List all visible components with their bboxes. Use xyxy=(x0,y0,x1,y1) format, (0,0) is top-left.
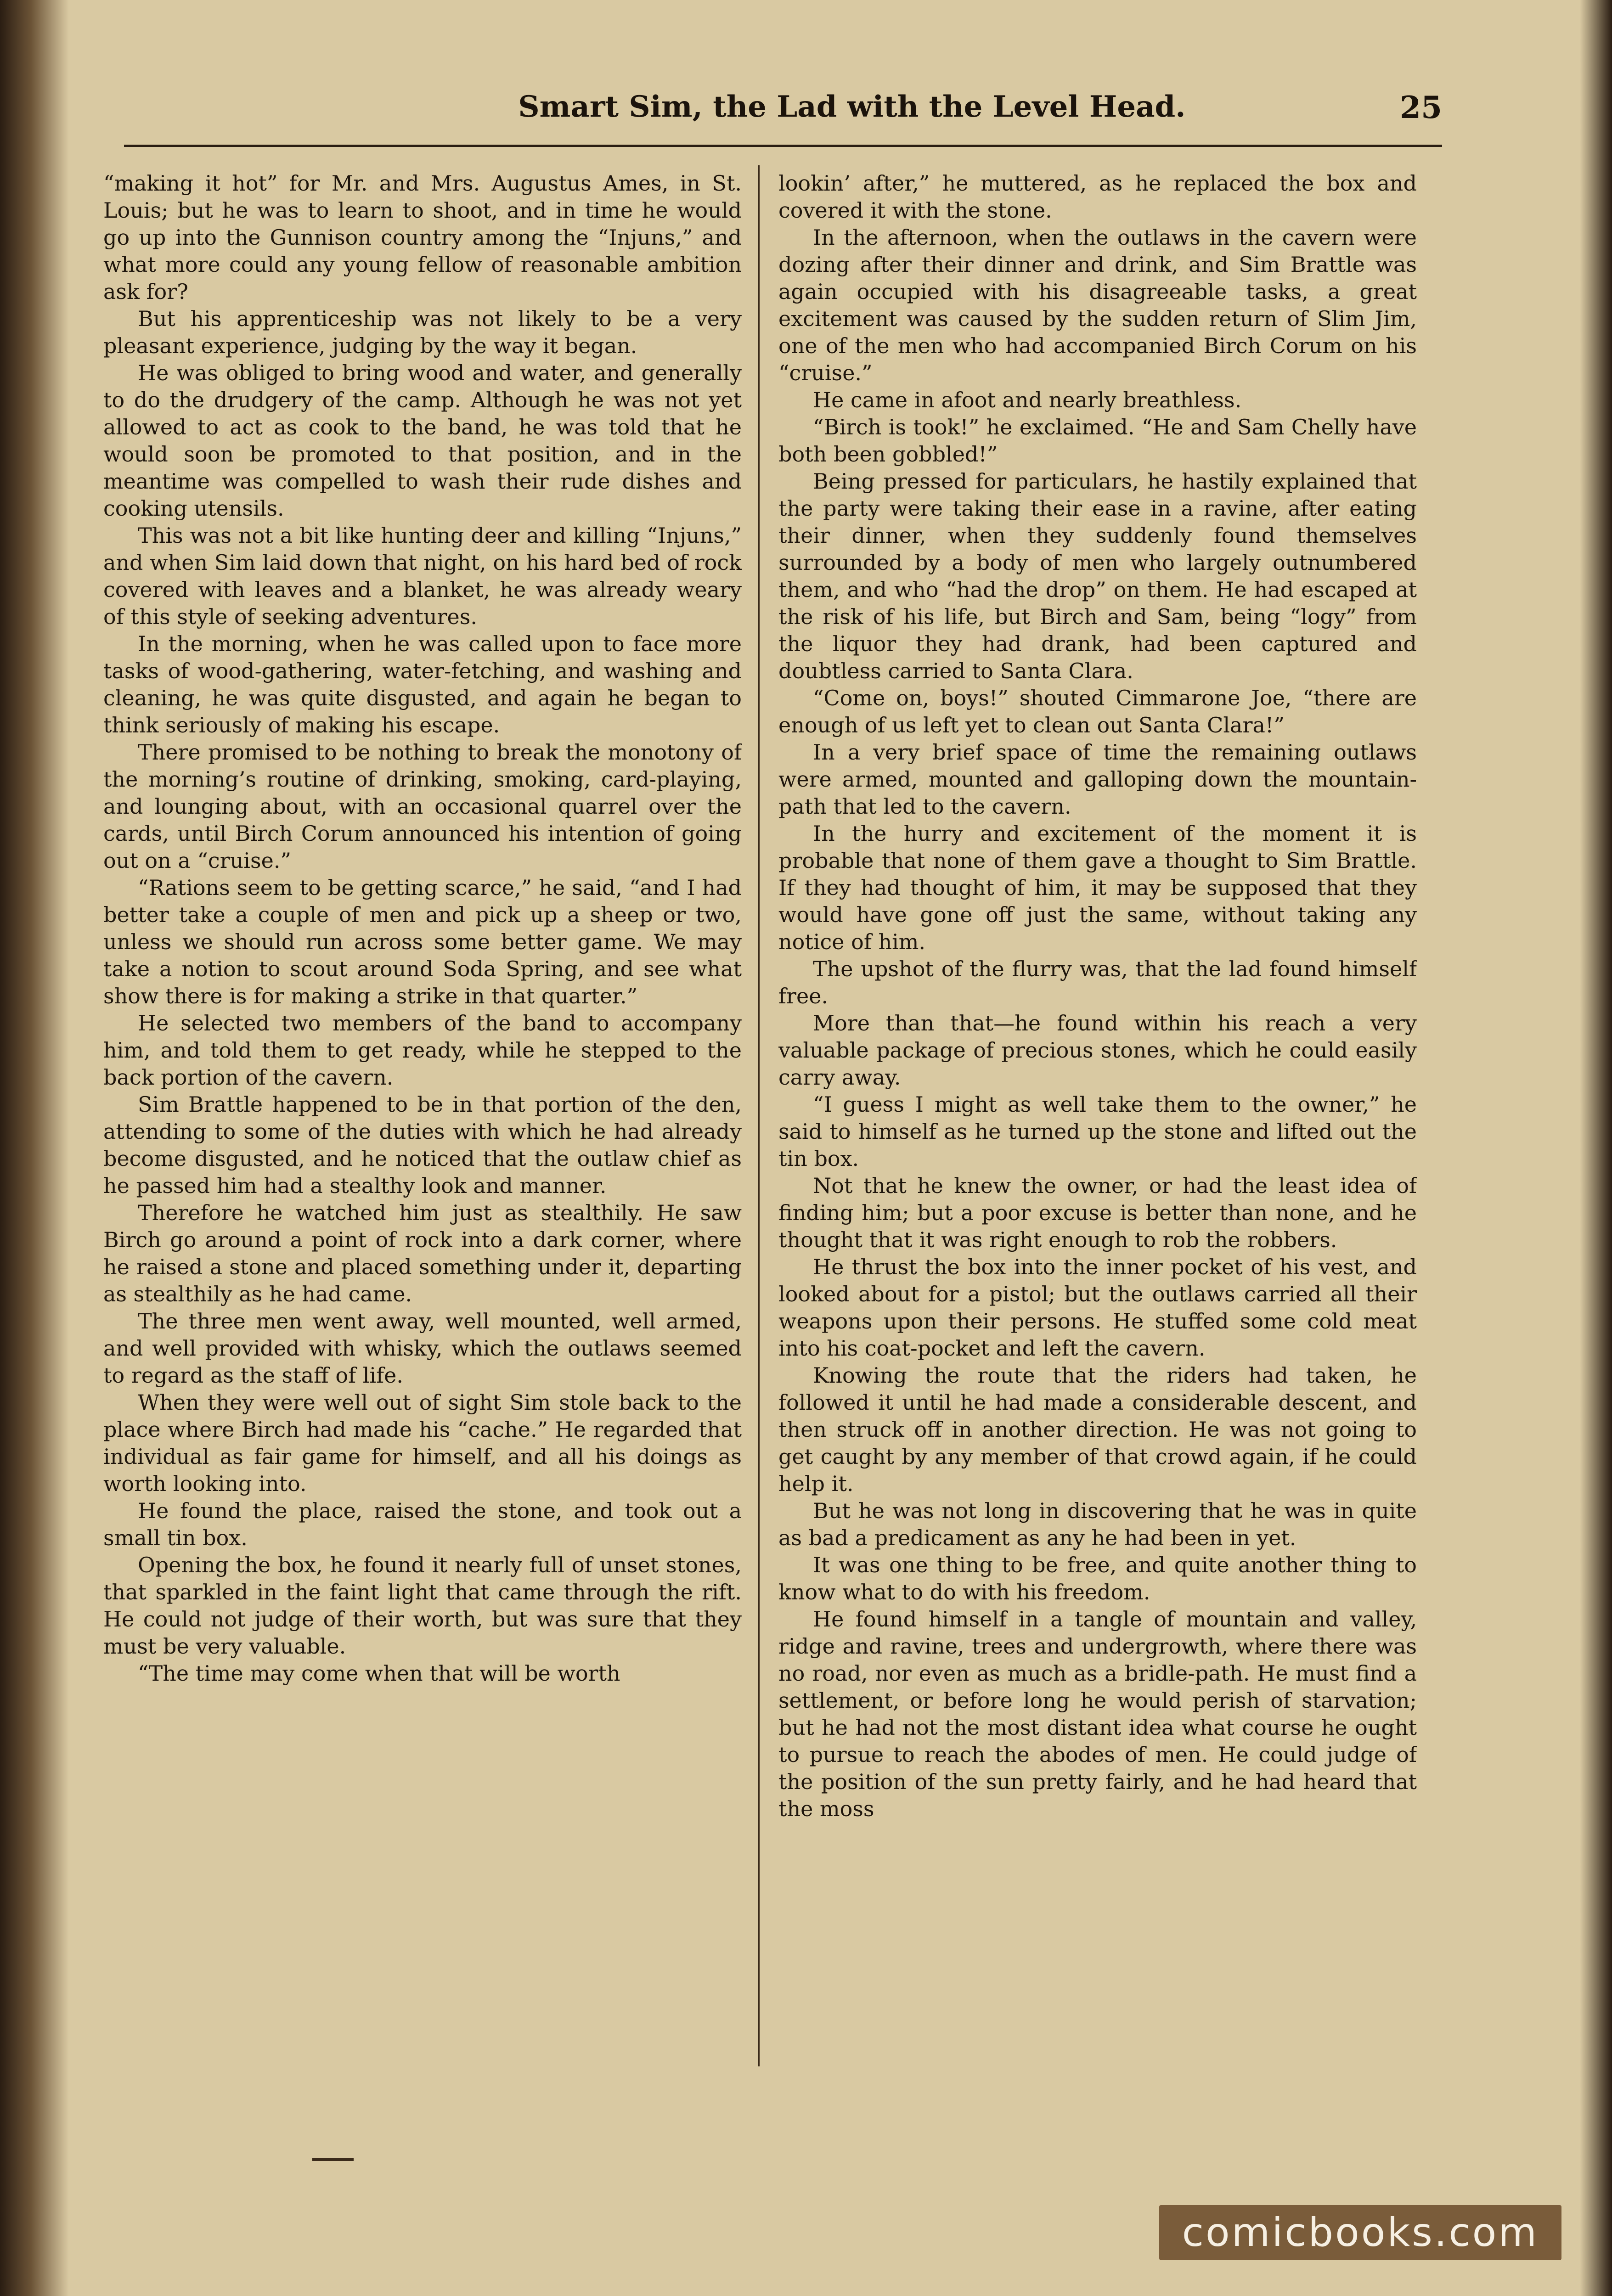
right-column xyxy=(778,170,1417,2062)
paragraph: “Rations seem to be getting scarce,” he said, “and I had better take a couple of men and pick up a sheep or two, unless we should run across some better game. We may take a notion to scout around Soda Spring, and see what show there is for making a strike in that quarter.” xyxy=(103,875,742,1008)
paragraph: But he was not long in discovering that he was in quite as bad a predicament as any he had been in yet. xyxy=(778,1498,1417,1550)
running-title: Smart Sim, the Lad with the Level Head. xyxy=(518,90,1186,124)
left-column xyxy=(103,170,742,2062)
paragraph: Opening the box, he found it nearly full of unset stones, that sparkled in the faint light that came through the rift. He could not judge of their worth, but was sure that they must be very valuable. xyxy=(103,1553,742,1659)
paragraph: The three men went away, well mounted, well armed, and well provided with whisky, which the outlaws seemed to regard as the staff of life. xyxy=(103,1309,742,1388)
paragraph: In the afternoon, when the outlaws in the cavern were dozing after their dinner and drink, and Sim Brattle was again occupied with his disagreeable tasks, a great excitement was caused by the sudden return of Slim Jim, one of the men who had accompanied Birch Corum on his “cruise.” xyxy=(778,225,1417,385)
page-edge-shadow xyxy=(1580,0,1612,2296)
paragraph: When they were well out of sight Sim stole back to the place where Birch had made his “cache.” He regarded that individual as fair game for himself, and all his doings as worth looking into. xyxy=(103,1390,742,1496)
paragraph: In the morning, when he was called upon to face more tasks of wood-gathering, water-fetching, and washing and cleaning, he was quite disgusted, and again he began to think seriously of making his escape. xyxy=(103,631,742,737)
footer-mark xyxy=(312,2158,354,2161)
paragraph: More than that—he found within his reach a very valuable package of precious stones, which he could easily carry away. xyxy=(778,1011,1417,1090)
column-divider xyxy=(758,165,760,2066)
paragraph: There promised to be nothing to break the monotony of the morning’s routine of drinking, smoking, card-playing, and lounging about, with an occasional quarrel over the cards, until Birch Corum announced his intention of going out on a “cruise.” xyxy=(103,740,742,873)
paragraph: He came in afoot and nearly breathless. xyxy=(813,388,1242,412)
paragraph: In a very brief space of time the remaining outlaws were armed, mounted and galloping down the mountain-path that led to the cavern. xyxy=(778,740,1417,819)
paragraph: “making it hot” for Mr. and Mrs. Augustus Ames, in St. Louis; but he was to learn to shoot, and in time he would go up into the Gunnison country among the “Injuns,” and what more could any young fellow of reasonable ambition ask for? xyxy=(103,171,742,304)
paragraph: He found the place, raised the stone, and took out a small tin box. xyxy=(103,1498,742,1550)
paragraph: Not that he knew the owner, or had the least idea of finding him; but a poor excuse is better than none, and he thought that it was right enough to rob the robbers. xyxy=(778,1173,1417,1252)
running-header xyxy=(124,90,1442,135)
header-rule xyxy=(124,145,1442,147)
paragraph: “The time may come when that will be worth xyxy=(138,1661,620,1686)
paragraph: Therefore he watched him just as stealthily. He saw Birch go around a point of rock into a dark corner, where he raised a stone and placed something under it, departing as stealthily as he had came. xyxy=(103,1200,742,1306)
paragraph: This was not a bit like hunting deer and killing “Injuns,” and when Sim laid down that night, on his hard bed of rock covered with leaves and a blanket, he was already weary of this style of seeking adventures. xyxy=(103,523,742,629)
paragraph: It was one thing to be free, and quite another thing to know what to do with his freedom. xyxy=(778,1553,1417,1604)
paragraph: lookin’ after,” he muttered, as he replaced the box and covered it with the stone. xyxy=(778,171,1417,223)
page-number: 25 xyxy=(1400,90,1442,125)
paragraph: He found himself in a tangle of mountain and valley, ridge and ravine, trees and undergrowth, where there was no road, nor even as much as a bridle-path. He must find a settlement, or before long he would perish of starvation; but he had not the most distant idea what course he ought to pursue to reach the abodes of men. He could judge of the position of the sun pretty fairly, and he had heard that the moss xyxy=(778,1607,1417,1821)
paragraph: “Come on, boys!” shouted Cimmarone Joe, “there are enough of us left yet to clean out Santa Clara!” xyxy=(778,686,1417,737)
paragraph: In the hurry and excitement of the moment it is probable that none of them gave a thought to Sim Brattle. If they had thought of him, it may be supposed that they would have gone off just the same, without taking any notice of him. xyxy=(778,821,1417,954)
paragraph: “Birch is took!” he exclaimed. “He and Sam Chelly have both been gobbled!” xyxy=(778,415,1417,467)
paragraph: Being pressed for particulars, he hastily explained that the party were taking their ease in a ravine, after eating their dinner, when they suddenly found themselves surrounded by a body of men who largely outnumbered them, and who “had the drop” on them. He had escaped at the risk of his life, but Birch and Sam, being “logy” from the liquor they had drank, had been captured and doubtless carried to Santa Clara. xyxy=(778,469,1417,683)
paragraph: Knowing the route that the riders had taken, he followed it until he had made a considerable descent, and then struck off in another direction. He was not going to get caught by any member of that crowd again, if he could help it. xyxy=(778,1363,1417,1496)
site-watermark: comicbooks.com xyxy=(1159,2205,1561,2260)
paragraph: “I guess I might as well take them to the owner,” he said to himself as he turned up the stone and lifted out the tin box. xyxy=(778,1092,1417,1171)
paragraph: He selected two members of the band to accompany him, and told them to get ready, while he stepped to the back portion of the cavern. xyxy=(103,1011,742,1090)
paragraph: He thrust the box into the inner pocket of his vest, and looked about for a pistol; but the outlaws carried all their weapons upon their persons. He stuffed some cold meat into his coat-pocket and left the cavern. xyxy=(778,1255,1417,1361)
binding-shadow xyxy=(0,0,69,2296)
paragraph: Sim Brattle happened to be in that portion of the den, attending to some of the duties with which he had already become disgusted, and he noticed that the outlaw chief as he passed him had a stealthy look and manner. xyxy=(103,1092,742,1198)
paragraph: But his apprenticeship was not likely to be a very pleasant experience, judging by the way it began. xyxy=(103,306,742,358)
paragraph: The upshot of the flurry was, that the lad found himself free. xyxy=(778,957,1417,1008)
paragraph: He was obliged to bring wood and water, and generally to do the drudgery of the camp. Although he was not yet allowed to act as cook to the band, he was told that he would soon be promoted to that position, and in the meantime was compelled to wash their rude dishes and cooking utensils. xyxy=(103,360,742,521)
